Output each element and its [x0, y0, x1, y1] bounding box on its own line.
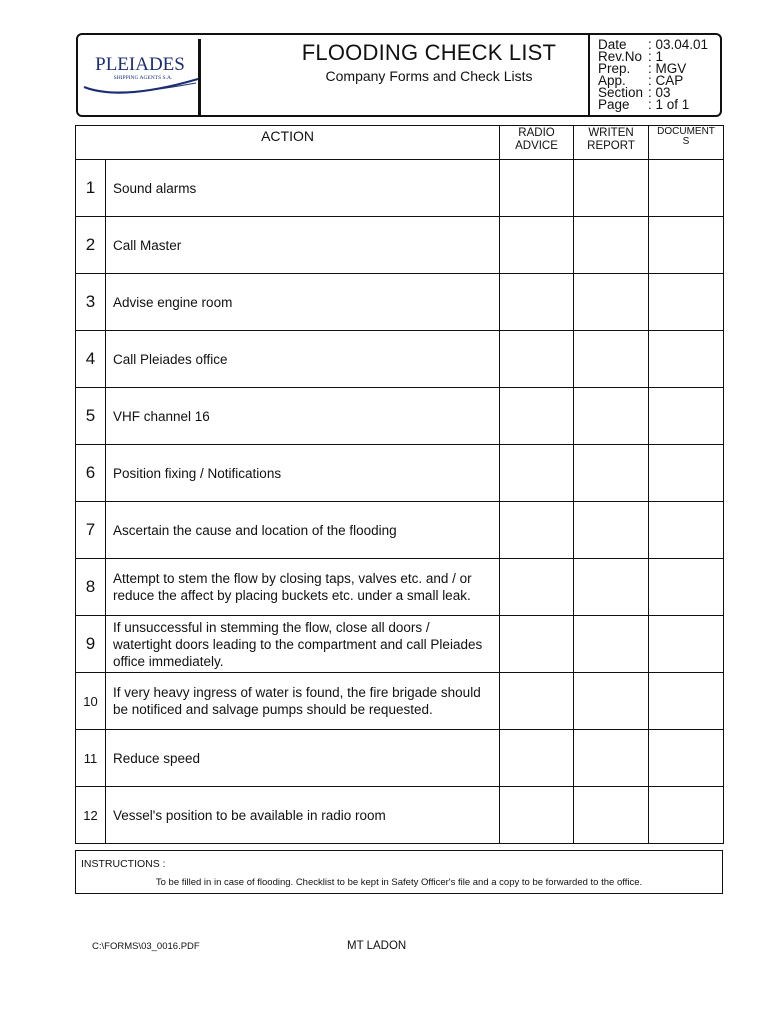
documents-cell[interactable]	[649, 160, 724, 217]
row-action: If very heavy ingress of water is found, the fire brigade should be notificed and salvage pumps should be requested.	[106, 673, 500, 730]
written-report-cell[interactable]	[574, 787, 649, 844]
written-report-cell[interactable]	[574, 559, 649, 616]
written-report-cell[interactable]	[574, 160, 649, 217]
table-row	[76, 730, 724, 787]
radio-advice-cell[interactable]	[500, 160, 574, 217]
footer-vessel-name: MT LADON	[347, 940, 407, 952]
radio-advice-cell[interactable]	[500, 673, 574, 730]
row-action: Advise engine room	[106, 274, 500, 331]
documents-cell[interactable]	[649, 445, 724, 502]
meta-label: Section	[598, 85, 644, 100]
instructions-box	[75, 850, 723, 894]
written-report-cell[interactable]	[574, 217, 649, 274]
written-report-cell[interactable]	[574, 445, 649, 502]
row-number: 2	[76, 217, 106, 274]
pleiades-logo	[80, 37, 200, 113]
instructions-label: INSTRUCTIONS :	[81, 858, 166, 870]
documents-cell[interactable]	[649, 388, 724, 445]
row-number: 4	[76, 331, 106, 388]
row-action: Sound alarms	[106, 160, 500, 217]
documents-cell[interactable]	[649, 502, 724, 559]
radio-advice-cell[interactable]	[500, 445, 574, 502]
logo-subtext: SHIPPING AGENTS S.A.	[113, 75, 173, 81]
radio-advice-cell[interactable]	[500, 217, 574, 274]
row-number: 11	[76, 730, 106, 787]
row-number: 9	[76, 616, 106, 673]
documents-cell[interactable]	[649, 673, 724, 730]
table-row	[76, 160, 724, 217]
documents-cell[interactable]	[649, 730, 724, 787]
checklist-table	[75, 125, 724, 844]
form-title: FLOODING CHECK LIST	[301, 40, 557, 65]
row-number: 6	[76, 445, 106, 502]
meta-label: Page	[598, 97, 630, 112]
column-header-line: WRITEN	[588, 127, 634, 139]
written-report-cell[interactable]	[574, 388, 649, 445]
table-row	[76, 388, 724, 445]
column-header-written-report	[574, 126, 649, 160]
column-header-documents	[649, 126, 724, 160]
column-header-line: RADIO	[518, 127, 555, 139]
meta-label: App.	[598, 73, 626, 88]
form-header	[76, 33, 722, 117]
column-header-action: ACTION	[76, 126, 500, 160]
documents-cell[interactable]	[649, 787, 724, 844]
written-report-cell[interactable]	[574, 502, 649, 559]
column-header-radio-advice	[500, 126, 574, 160]
row-number: 10	[76, 673, 106, 730]
documents-cell[interactable]	[649, 274, 724, 331]
written-report-cell[interactable]	[574, 274, 649, 331]
table-row	[76, 331, 724, 388]
radio-advice-cell[interactable]	[500, 730, 574, 787]
row-number: 1	[76, 160, 106, 217]
radio-advice-cell[interactable]	[500, 502, 574, 559]
table-row	[76, 502, 724, 559]
row-action: Ascertain the cause and location of the flooding	[106, 502, 500, 559]
written-report-cell[interactable]	[574, 730, 649, 787]
row-action: Position fixing / Notifications	[106, 445, 500, 502]
row-action: Attempt to stem the flow by closing taps, valves etc. and / or reduce the affect by placing buckets etc. under a small leak.	[106, 559, 500, 616]
written-report-cell[interactable]	[574, 331, 649, 388]
documents-cell[interactable]	[649, 559, 724, 616]
row-action: VHF channel 16	[106, 388, 500, 445]
column-header-line: DOCUMENT	[657, 126, 715, 137]
meta-value: : 03.04.01	[648, 37, 709, 52]
meta-row-page	[598, 99, 722, 111]
radio-advice-cell[interactable]	[500, 274, 574, 331]
column-header-line: S	[682, 136, 690, 147]
meta-label: Prep.	[598, 61, 631, 76]
instructions-text: To be filled in in case of flooding. Checklist to be kept in Safety Officer's file and a copy to be forwarded to the office.	[155, 877, 643, 888]
table-row	[76, 559, 724, 616]
row-action: Reduce speed	[106, 730, 500, 787]
written-report-cell[interactable]	[574, 673, 649, 730]
footer-file-path: C:\FORMS\03_0016.PDF	[92, 941, 200, 952]
meta-value: : MGV	[648, 61, 687, 76]
documents-cell[interactable]	[649, 331, 724, 388]
logo-wordmark: PLEIADES	[95, 54, 185, 75]
form-subtitle: Company Forms and Check Lists	[325, 68, 533, 84]
meta-value: : CAP	[648, 73, 684, 88]
row-action: Vessel's position to be available in radio room	[106, 787, 500, 844]
documents-cell[interactable]	[649, 616, 724, 673]
meta-value: : 1 of 1	[648, 97, 690, 112]
meta-value: : 1	[648, 49, 664, 64]
radio-advice-cell[interactable]	[500, 388, 574, 445]
row-number: 3	[76, 274, 106, 331]
meta-label: Rev.No	[598, 49, 643, 64]
table-row	[76, 445, 724, 502]
row-number: 5	[76, 388, 106, 445]
row-action: If unsuccessful in stemming the flow, close all doors / watertight doors leading to the compartment and call Pleiades office immediately.	[106, 616, 500, 673]
table-header-row	[76, 126, 724, 160]
table-row	[76, 274, 724, 331]
table-row	[76, 616, 724, 673]
radio-advice-cell[interactable]	[500, 559, 574, 616]
row-number: 7	[76, 502, 106, 559]
row-action: Call Pleiades office	[106, 331, 500, 388]
radio-advice-cell[interactable]	[500, 616, 574, 673]
table-row	[76, 673, 724, 730]
row-action: Call Master	[106, 217, 500, 274]
table-row	[76, 787, 724, 844]
documents-cell[interactable]	[649, 217, 724, 274]
meta-value: : 03	[648, 85, 671, 100]
column-header-line: REPORT	[587, 140, 635, 152]
radio-advice-cell[interactable]	[500, 331, 574, 388]
column-header-line: ADVICE	[515, 140, 558, 152]
written-report-cell[interactable]	[574, 616, 649, 673]
radio-advice-cell[interactable]	[500, 787, 574, 844]
table-row	[76, 217, 724, 274]
row-number: 8	[76, 559, 106, 616]
meta-label: Date	[598, 37, 627, 52]
document-meta	[588, 35, 722, 115]
row-number: 12	[76, 787, 106, 844]
